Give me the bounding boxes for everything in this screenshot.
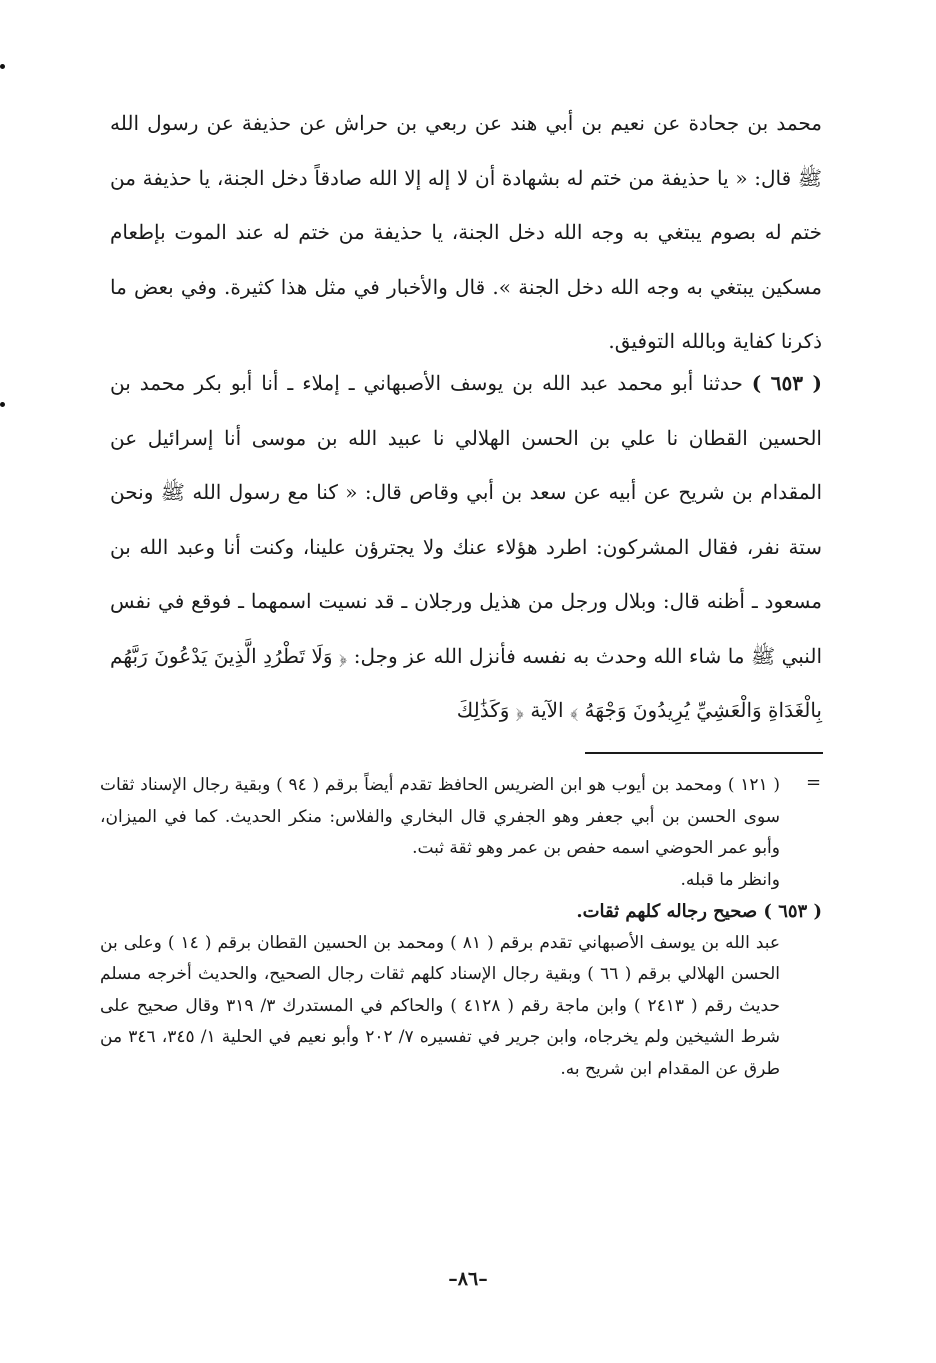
hadith-number: ( ٦٥٣ ) (751, 371, 822, 395)
page-number: –٨٦– (448, 1268, 488, 1290)
footnote-121-tail: وانظر ما قبله. (680, 869, 780, 890)
footnotes (100, 770, 822, 1085)
main-paragraph-2 (110, 356, 822, 738)
footnote-121: ( ١٢١ ) ومحمد بن أيوب هو ابن الضريس الحافظ تقدم أيضاً برقم ( ٩٤ ) وبقية رجال الإسناد ثقات سوى الحسن بن أبي جعفر وهو الجفري قال البخاري والفلاس: منكر الحديث. كما في الميزان، وأبو عمر الحوضي اسمه حفص بن عمر وهو ثقة ثبت. (100, 775, 780, 858)
main-paragraph-1-text: محمد بن جحادة عن نعيم بن أبي هند عن ربعي بن حراش عن حذيفة عن رسول الله ﷺ قال: « يا حذيفة من ختم له بشهادة أن لا إله إلا الله صادقاً دخل الجنة، يا حذيفة من ختم له بصوم يبتغي به وجه الله دخل الجنة، يا حذيفة من ختم له عند الموت بإطعام مسكين يبتغي به وجه الله دخل الجنة ». قال والأخبار في مثل هذا كثيرة. وفي بعض ما ذكرنا كفاية وبالله التوفيق. (110, 111, 822, 353)
hadith-653 (110, 356, 822, 738)
main-paragraph-1 (110, 96, 822, 369)
hadith-653-text: حدثنا أبو محمد عبد الله بن يوسف الأصبهاني ـ إملاء ـ أنا أبو بكر محمد بن الحسين القطان نا علي بن الحسن الهلالي نا عبيد الله بن موسى أنا إسرائيل عن المقدام بن شريح عن أبيه عن سعد بن أبي وقاص قال: « كنا مع رسول الله ﷺ ونحن ستة نفر، فقال المشركون: اطرد هؤلاء عنك ولا يجترؤن علينا، وكنت أنا وعبد الله بن مسعود ـ أظنه قال: وبلال ورجل من هذيل ورجلان ـ قد نسيت اسمهما ـ فوقع في نفس النبي ﷺ ما شاء الله وحدث به نفسه فأنزل الله عز وجل: ﴿ وَلَا تَطْرُدِ الَّذِينَ يَدْعُونَ رَبَّهُم بِالْغَدَاةِ وَالْعَشِيِّ يُرِيدُونَ وَجْهَهُ ﴾ الآية ﴿ وَكَذَٰلِكَ (110, 371, 822, 722)
footnote-continuation-mark: = (806, 772, 822, 793)
footnote-653: عبد الله بن يوسف الأصبهاني تقدم برقم ( ٨١ ) ومحمد بن الحسين القطان برقم ( ١٤ ) وعلى بن الحسن الهلالي برقم ( ٦٦ ) وبقية رجال الإسناد كلهم ثقات رجال الصحيح، والحديث أخرجه مسلم حديث رقم ( ٢٤١٣ ) وابن ماجة رقم ( ٤١٢٨ ) والحاكم في المستدرك ٣/ ٣١٩ وقال صحيح على شرط الشيخين ولم يخرجاه، وابن جرير في تفسيره ٧/ ٢٠٢ وأبو نعيم في الحلية ١/ ٣٤٥، ٣٤٦ من طرق عن المقدام ابن شريح به. (100, 932, 781, 1079)
footnote-divider (585, 752, 823, 754)
footnote-653-heading: ( ٦٥٣ ) صحيح رجاله كلهم ثقات. (576, 901, 822, 922)
scan-mark-top (0, 64, 5, 69)
scan-mark-middle (0, 402, 5, 407)
